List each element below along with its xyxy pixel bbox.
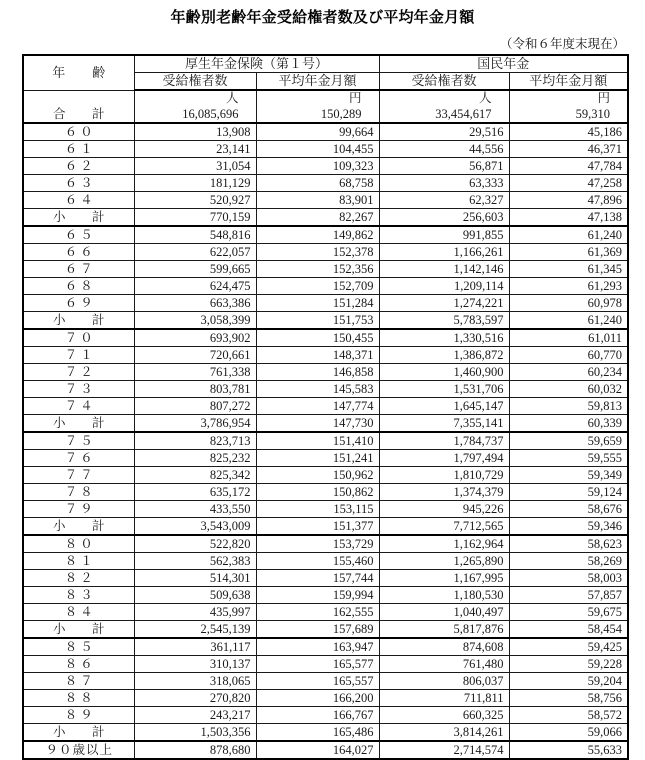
cell-kosei-recipients: 181,129 (134, 175, 256, 192)
cell-kokumin-recipients: 7,712,565 (379, 518, 509, 536)
cell-kosei-avg-amount: 146,858 (256, 364, 379, 381)
age-label: ６５ (23, 226, 134, 244)
cell-kosei-recipients: 624,475 (134, 278, 256, 295)
cell-kokumin-recipients: 1,142,146 (379, 261, 509, 278)
cell-kosei-recipients: 693,902 (134, 329, 256, 347)
table-row (23, 638, 628, 656)
cell-kokumin-recipients: 1,330,516 (379, 329, 509, 347)
cell-kokumin-avg-amount: 61,011 (509, 329, 628, 347)
cell-kokumin-recipients: 1,265,890 (379, 553, 509, 570)
total-kokumin-recipients (379, 90, 509, 123)
table-row (23, 587, 628, 604)
cell-kokumin-avg-amount: 59,813 (509, 398, 628, 415)
table-row (23, 690, 628, 707)
subtotal-label: 小 計 (23, 312, 134, 330)
cell-kokumin-avg-amount: 45,186 (509, 123, 628, 141)
cell-kokumin-avg-amount: 60,978 (509, 295, 628, 312)
cell-kokumin-avg-amount: 58,454 (509, 621, 628, 639)
table-row (23, 741, 628, 759)
cell-kosei-avg-amount: 163,947 (256, 638, 379, 656)
cell-kokumin-avg-amount: 59,204 (509, 673, 628, 690)
cell-kokumin-recipients: 1,386,872 (379, 347, 509, 364)
age-label: ８３ (23, 587, 134, 604)
table-row (23, 329, 628, 347)
cell-kosei-avg-amount: 147,730 (256, 415, 379, 433)
age-label: ６７ (23, 261, 134, 278)
cell-kosei-avg-amount: 151,241 (256, 450, 379, 467)
age-label: ９０歳以上 (23, 741, 134, 759)
cell-kokumin-avg-amount: 61,240 (509, 226, 628, 244)
cell-kosei-avg-amount: 68,758 (256, 175, 379, 192)
cell-kokumin-recipients: 1,167,995 (379, 570, 509, 587)
cell-kokumin-avg-amount: 59,675 (509, 604, 628, 621)
cell-kokumin-avg-amount: 61,369 (509, 244, 628, 261)
cell-kokumin-recipients: 62,327 (379, 192, 509, 209)
cell-kokumin-recipients: 1,797,494 (379, 450, 509, 467)
cell-kosei-avg-amount: 164,027 (256, 741, 379, 759)
cell-kokumin-recipients: 761,480 (379, 656, 509, 673)
total-kokumin-recipients-value: 33,454,617 (435, 107, 492, 121)
cell-kosei-recipients: 761,338 (134, 364, 256, 381)
cell-kokumin-recipients: 5,783,597 (379, 312, 509, 330)
cell-kokumin-recipients: 1,209,114 (379, 278, 509, 295)
cell-kosei-avg-amount: 104,455 (256, 141, 379, 158)
table-row (23, 553, 628, 570)
table-row (23, 432, 628, 450)
table-row (23, 518, 628, 536)
table-container (0, 54, 645, 760)
cell-kosei-recipients: 1,503,356 (134, 724, 256, 742)
table-row (23, 381, 628, 398)
cell-kosei-avg-amount: 162,555 (256, 604, 379, 621)
cell-kokumin-avg-amount: 58,756 (509, 690, 628, 707)
table-row (23, 501, 628, 518)
cell-kokumin-avg-amount: 61,345 (509, 261, 628, 278)
cell-kosei-recipients: 522,820 (134, 535, 256, 553)
cell-kosei-avg-amount: 152,356 (256, 261, 379, 278)
age-label: ８０ (23, 535, 134, 553)
cell-kosei-avg-amount: 145,583 (256, 381, 379, 398)
cell-kosei-avg-amount: 150,455 (256, 329, 379, 347)
table-row (23, 158, 628, 175)
cell-kokumin-avg-amount: 59,425 (509, 638, 628, 656)
cell-kosei-avg-amount: 150,862 (256, 484, 379, 501)
cell-kosei-recipients: 361,117 (134, 638, 256, 656)
age-label: ８７ (23, 673, 134, 690)
cell-kokumin-avg-amount: 58,572 (509, 707, 628, 724)
cell-kosei-recipients: 720,661 (134, 347, 256, 364)
table-row (23, 347, 628, 364)
cell-kosei-recipients: 31,054 (134, 158, 256, 175)
cell-kosei-recipients: 3,786,954 (134, 415, 256, 433)
cell-kosei-avg-amount: 166,767 (256, 707, 379, 724)
cell-kokumin-avg-amount: 47,258 (509, 175, 628, 192)
cell-kosei-recipients: 2,545,139 (134, 621, 256, 639)
age-label: ６２ (23, 158, 134, 175)
cell-kosei-recipients: 433,550 (134, 501, 256, 518)
table-row (23, 312, 628, 330)
cell-kokumin-recipients: 660,325 (379, 707, 509, 724)
cell-kosei-recipients: 310,137 (134, 656, 256, 673)
age-label: ８２ (23, 570, 134, 587)
cell-kokumin-recipients: 7,355,141 (379, 415, 509, 433)
header-group-kosei: 厚生年金保険（第１号） (134, 55, 379, 73)
age-label: ８６ (23, 656, 134, 673)
cell-kokumin-recipients: 44,556 (379, 141, 509, 158)
cell-kosei-avg-amount: 152,709 (256, 278, 379, 295)
age-label: ７９ (23, 501, 134, 518)
cell-kosei-avg-amount: 157,689 (256, 621, 379, 639)
cell-kokumin-recipients: 3,814,261 (379, 724, 509, 742)
cell-kosei-recipients: 825,342 (134, 467, 256, 484)
cell-kosei-recipients: 270,820 (134, 690, 256, 707)
cell-kokumin-avg-amount: 60,339 (509, 415, 628, 433)
age-label: ６８ (23, 278, 134, 295)
cell-kosei-avg-amount: 151,377 (256, 518, 379, 536)
age-label: ７７ (23, 467, 134, 484)
table-row (23, 398, 628, 415)
cell-kokumin-avg-amount: 60,770 (509, 347, 628, 364)
table-row (23, 604, 628, 621)
table-row (23, 450, 628, 467)
cell-kosei-avg-amount: 148,371 (256, 347, 379, 364)
total-kosei-avg-amount (256, 90, 379, 123)
cell-kosei-recipients: 13,908 (134, 123, 256, 141)
cell-kokumin-recipients: 1,180,530 (379, 587, 509, 604)
cell-kokumin-avg-amount: 59,124 (509, 484, 628, 501)
table-row-total (23, 90, 628, 123)
cell-kokumin-avg-amount: 47,896 (509, 192, 628, 209)
cell-kokumin-recipients: 991,855 (379, 226, 509, 244)
table-row (23, 244, 628, 261)
cell-kosei-recipients: 663,386 (134, 295, 256, 312)
subtotal-label: 小 計 (23, 518, 134, 536)
cell-kosei-recipients: 520,927 (134, 192, 256, 209)
cell-kokumin-avg-amount: 59,228 (509, 656, 628, 673)
cell-kokumin-avg-amount: 59,659 (509, 432, 628, 450)
total-kosei-recipients (134, 90, 256, 123)
age-label: ７２ (23, 364, 134, 381)
table-row (23, 570, 628, 587)
cell-kokumin-recipients: 806,037 (379, 673, 509, 690)
cell-kosei-recipients: 622,057 (134, 244, 256, 261)
cell-kosei-avg-amount: 157,744 (256, 570, 379, 587)
table-row (23, 175, 628, 192)
cell-kokumin-recipients: 1,166,261 (379, 244, 509, 261)
cell-kosei-recipients: 435,997 (134, 604, 256, 621)
table-row (23, 209, 628, 227)
unit-kokumin-avg-amount: 円 (597, 91, 611, 105)
age-label: ６０ (23, 123, 134, 141)
cell-kokumin-avg-amount: 61,240 (509, 312, 628, 330)
age-label: ７６ (23, 450, 134, 467)
cell-kokumin-avg-amount: 47,784 (509, 158, 628, 175)
cell-kokumin-avg-amount: 59,349 (509, 467, 628, 484)
cell-kosei-recipients: 23,141 (134, 141, 256, 158)
cell-kosei-recipients: 3,058,399 (134, 312, 256, 330)
cell-kokumin-recipients: 1,784,737 (379, 432, 509, 450)
cell-kosei-avg-amount: 159,994 (256, 587, 379, 604)
table-row (23, 295, 628, 312)
cell-kosei-recipients: 562,383 (134, 553, 256, 570)
cell-kosei-avg-amount: 165,577 (256, 656, 379, 673)
cell-kosei-avg-amount: 151,284 (256, 295, 379, 312)
age-label: ６３ (23, 175, 134, 192)
age-label: ８８ (23, 690, 134, 707)
cell-kokumin-recipients: 1,810,729 (379, 467, 509, 484)
subtotal-label: 小 計 (23, 621, 134, 639)
cell-kokumin-recipients: 1,274,221 (379, 295, 509, 312)
table-row (23, 364, 628, 381)
cell-kosei-recipients: 514,301 (134, 570, 256, 587)
cell-kokumin-recipients: 63,333 (379, 175, 509, 192)
table-row (23, 673, 628, 690)
header-kokumin-avg-amount: 平均年金月額 (509, 73, 628, 91)
cell-kokumin-recipients: 945,226 (379, 501, 509, 518)
cell-kokumin-recipients: 1,040,497 (379, 604, 509, 621)
table-row (23, 724, 628, 742)
cell-kosei-recipients: 807,272 (134, 398, 256, 415)
table-row (23, 707, 628, 724)
age-label: ８４ (23, 604, 134, 621)
cell-kosei-avg-amount: 165,486 (256, 724, 379, 742)
cell-kokumin-avg-amount: 59,066 (509, 724, 628, 742)
cell-kosei-avg-amount: 99,664 (256, 123, 379, 141)
cell-kokumin-avg-amount: 59,555 (509, 450, 628, 467)
age-label: ７０ (23, 329, 134, 347)
total-kosei-avg-amount-value: 150,289 (320, 107, 362, 121)
cell-kosei-recipients: 3,543,009 (134, 518, 256, 536)
table-row (23, 261, 628, 278)
cell-kokumin-avg-amount: 61,293 (509, 278, 628, 295)
cell-kosei-avg-amount: 166,200 (256, 690, 379, 707)
subtotal-label: 小 計 (23, 209, 134, 227)
cell-kosei-recipients: 635,172 (134, 484, 256, 501)
cell-kokumin-avg-amount: 46,371 (509, 141, 628, 158)
cell-kokumin-avg-amount: 60,234 (509, 364, 628, 381)
age-label: ７４ (23, 398, 134, 415)
age-label: ６６ (23, 244, 134, 261)
cell-kosei-recipients: 825,232 (134, 450, 256, 467)
table-row (23, 278, 628, 295)
header-group-kokumin: 国民年金 (379, 55, 628, 73)
total-kokumin-avg-amount-value: 59,310 (575, 107, 611, 121)
header-kosei-avg-amount: 平均年金月額 (256, 73, 379, 91)
table-row (23, 415, 628, 433)
unit-kokumin-recipients: 人 (479, 91, 492, 105)
cell-kokumin-recipients: 1,531,706 (379, 381, 509, 398)
pension-statistics-table (22, 54, 629, 760)
age-label: ７８ (23, 484, 134, 501)
cell-kosei-recipients: 599,665 (134, 261, 256, 278)
cell-kosei-avg-amount: 109,323 (256, 158, 379, 175)
cell-kokumin-recipients: 1,374,379 (379, 484, 509, 501)
cell-kokumin-avg-amount: 47,138 (509, 209, 628, 227)
cell-kokumin-recipients: 874,608 (379, 638, 509, 656)
table-row (23, 123, 628, 141)
table-row (23, 621, 628, 639)
cell-kokumin-avg-amount: 60,032 (509, 381, 628, 398)
cell-kokumin-recipients: 29,516 (379, 123, 509, 141)
cell-kokumin-recipients: 1,162,964 (379, 535, 509, 553)
table-row (23, 656, 628, 673)
cell-kosei-avg-amount: 149,862 (256, 226, 379, 244)
table-body (23, 90, 628, 759)
cell-kokumin-recipients: 5,817,876 (379, 621, 509, 639)
table-row (23, 484, 628, 501)
cell-kosei-avg-amount: 147,774 (256, 398, 379, 415)
subtotal-label: 小 計 (23, 724, 134, 742)
as-of-date-note: （令和６年度末現在） (499, 37, 625, 51)
unit-kosei-recipients: 人 (225, 91, 239, 105)
total-kokumin-avg-amount (509, 90, 628, 123)
cell-kosei-avg-amount: 155,460 (256, 553, 379, 570)
cell-kokumin-avg-amount: 59,346 (509, 518, 628, 536)
header-kosei-recipients: 受給権者数 (134, 73, 256, 91)
cell-kokumin-avg-amount: 58,676 (509, 501, 628, 518)
cell-kosei-avg-amount: 151,753 (256, 312, 379, 330)
cell-kosei-recipients: 243,217 (134, 707, 256, 724)
table-header (23, 55, 628, 90)
table-row (23, 535, 628, 553)
cell-kosei-avg-amount: 153,115 (256, 501, 379, 518)
table-row (23, 192, 628, 209)
unit-kosei-avg-amount: 円 (349, 91, 362, 105)
table-row (23, 141, 628, 158)
cell-kokumin-recipients: 711,811 (379, 690, 509, 707)
cell-kosei-recipients: 803,781 (134, 381, 256, 398)
age-label: ８９ (23, 707, 134, 724)
cell-kokumin-recipients: 256,603 (379, 209, 509, 227)
cell-kokumin-avg-amount: 58,003 (509, 570, 628, 587)
cell-kosei-avg-amount: 150,962 (256, 467, 379, 484)
age-label: ６９ (23, 295, 134, 312)
cell-kokumin-recipients: 1,645,147 (379, 398, 509, 415)
header-age: 年 齢 (23, 55, 134, 90)
cell-kosei-avg-amount: 83,901 (256, 192, 379, 209)
header-kokumin-recipients: 受給権者数 (379, 73, 509, 91)
cell-kosei-avg-amount: 153,729 (256, 535, 379, 553)
age-label: ７１ (23, 347, 134, 364)
age-label: ６４ (23, 192, 134, 209)
cell-kosei-recipients: 318,065 (134, 673, 256, 690)
table-row (23, 467, 628, 484)
cell-kosei-recipients: 509,638 (134, 587, 256, 604)
cell-kokumin-recipients: 56,871 (379, 158, 509, 175)
total-kosei-recipients-value: 16,085,696 (182, 107, 239, 121)
cell-kosei-avg-amount: 152,378 (256, 244, 379, 261)
cell-kosei-recipients: 770,159 (134, 209, 256, 227)
age-label: ７３ (23, 381, 134, 398)
cell-kokumin-avg-amount: 55,633 (509, 741, 628, 759)
age-label: ６１ (23, 141, 134, 158)
cell-kosei-recipients: 823,713 (134, 432, 256, 450)
age-label: ７５ (23, 432, 134, 450)
cell-kokumin-avg-amount: 57,857 (509, 587, 628, 604)
table-row (23, 226, 628, 244)
cell-kosei-avg-amount: 151,410 (256, 432, 379, 450)
age-label: ８１ (23, 553, 134, 570)
cell-kokumin-avg-amount: 58,269 (509, 553, 628, 570)
header-row-groups (23, 55, 628, 73)
total-label: 合 計 (23, 90, 134, 123)
cell-kokumin-recipients: 1,460,900 (379, 364, 509, 381)
subtotal-label: 小 計 (23, 415, 134, 433)
cell-kosei-recipients: 548,816 (134, 226, 256, 244)
cell-kosei-avg-amount: 82,267 (256, 209, 379, 227)
page-title: 年齢別老齢年金受給権者数及び平均年金月額 (170, 8, 475, 26)
cell-kokumin-recipients: 2,714,574 (379, 741, 509, 759)
cell-kokumin-avg-amount: 58,623 (509, 535, 628, 553)
age-label: ８５ (23, 638, 134, 656)
cell-kosei-recipients: 878,680 (134, 741, 256, 759)
cell-kosei-avg-amount: 165,557 (256, 673, 379, 690)
